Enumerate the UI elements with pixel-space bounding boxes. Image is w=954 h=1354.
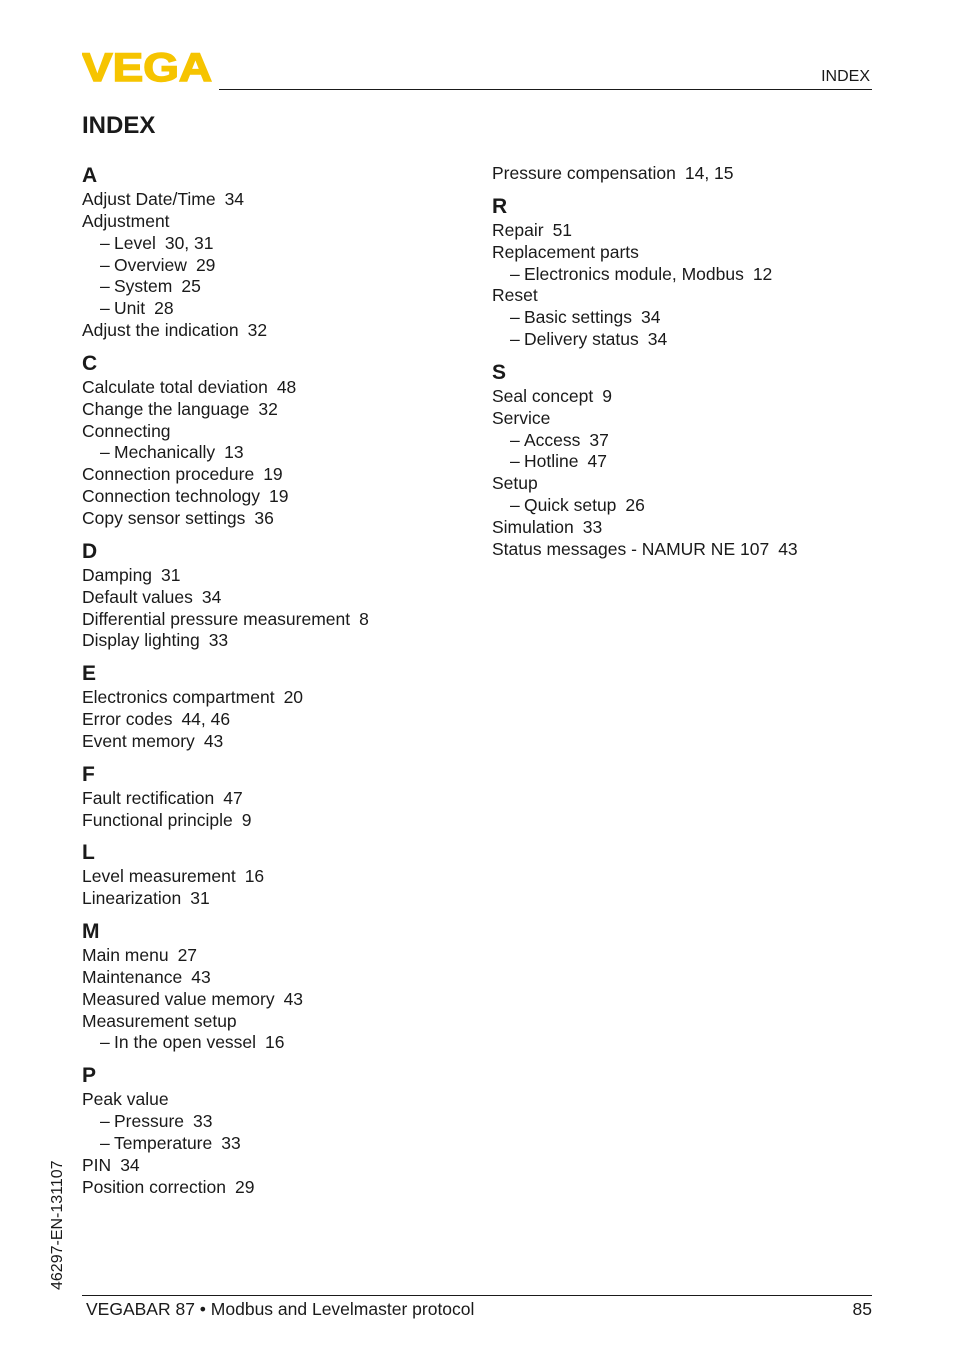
index-entry-text: Error codes	[82, 709, 173, 730]
index-subentry	[492, 307, 892, 329]
index-entry-text: Functional principle	[82, 809, 233, 830]
index-section	[492, 360, 892, 561]
index-entry-text: Fault rectification	[82, 787, 215, 808]
index-entry-pages: 20	[283, 687, 304, 708]
index-entry-pages: 43	[778, 538, 798, 559]
index-entry	[82, 464, 482, 486]
index-entry-pages: 43	[191, 966, 211, 987]
index-entry-pages: 44, 46	[181, 709, 231, 730]
index-entry-text: Pressure compensation	[492, 163, 676, 183]
index-entry	[492, 285, 892, 307]
index-entry-text: Peak value	[82, 1089, 169, 1110]
index-letter: C	[82, 351, 98, 375]
index-entry-pages: 32	[258, 398, 278, 419]
index-entry	[492, 220, 892, 242]
index-entry	[82, 888, 482, 910]
index-entry	[82, 421, 482, 443]
index-column-left	[82, 163, 482, 1199]
index-entry	[82, 630, 482, 652]
index-entry-pages: 43	[203, 730, 224, 751]
index-entry-pages: 8	[359, 608, 369, 629]
index-entry-text: Adjust Date/Time	[82, 189, 216, 209]
index-entry-pages: 19	[263, 464, 283, 485]
index-entry	[82, 1155, 482, 1177]
index-entry-text: Copy sensor settings	[82, 507, 246, 528]
index-subentry	[492, 495, 892, 517]
index-section	[82, 661, 482, 753]
index-entry-pages: 13	[224, 442, 244, 463]
index-column-right	[492, 163, 892, 561]
index-entry-text: Measurement setup	[82, 1010, 237, 1031]
index-entry-text: Temperature	[114, 1133, 213, 1153]
index-entry-text: Position correction	[82, 1176, 226, 1197]
index-entry-text: Delivery status	[524, 329, 639, 350]
index-subentry	[82, 276, 482, 298]
index-entry	[492, 242, 892, 264]
index-entry	[82, 399, 482, 421]
header-section-label: INDEX	[821, 68, 870, 85]
index-subentry	[82, 1133, 482, 1155]
index-subentry	[492, 329, 892, 351]
index-entry-text: Quick setup	[524, 495, 617, 516]
index-entry-pages: 16	[265, 1032, 285, 1053]
index-entry-text: Default values	[82, 586, 193, 607]
index-entry-text: Electronics module, Modbus	[524, 263, 744, 284]
index-entry-text: Basic settings	[524, 307, 632, 328]
index-entry	[82, 587, 482, 609]
index-subentry	[82, 442, 482, 464]
index-entry-pages: 43	[283, 988, 304, 1009]
vega-logo	[82, 50, 212, 84]
index-entry-pages: 33	[221, 1133, 241, 1153]
index-letter: P	[82, 1064, 97, 1088]
index-subentry	[492, 451, 892, 473]
index-section	[82, 919, 482, 1054]
index-entry-pages: 30, 31	[164, 232, 214, 253]
index-section	[82, 163, 482, 342]
index-entry	[82, 967, 482, 989]
index-entry-text: In the open vessel	[114, 1032, 257, 1053]
index-entry-pages: 34	[647, 329, 668, 350]
index-section	[82, 762, 482, 832]
footer-rule	[82, 1295, 872, 1296]
index-entry-text: Damping	[82, 564, 153, 585]
index-entry	[492, 473, 892, 495]
index-entry-pages: 27	[177, 945, 198, 966]
index-entry-pages: 14, 15	[684, 163, 734, 183]
index-entry-text: Connection procedure	[82, 464, 255, 485]
index-entry	[82, 945, 482, 967]
index-entry-pages: 37	[589, 429, 609, 450]
index-entry	[82, 486, 482, 508]
index-entry-pages: 9	[602, 385, 612, 406]
index-section	[82, 351, 482, 530]
index-entry-text: Measured value memory	[82, 988, 275, 1009]
index-entry-text: Maintenance	[82, 966, 183, 987]
index-entry-pages: 47	[587, 451, 607, 472]
index-section	[492, 194, 892, 351]
index-entry	[82, 866, 482, 888]
index-entry-pages: 31	[161, 564, 181, 585]
index-entry-text: System	[114, 276, 173, 297]
index-entry	[82, 377, 482, 399]
index-entry	[82, 565, 482, 587]
index-entry-pages: 34	[640, 307, 661, 328]
index-entry-text: Seal concept	[492, 385, 594, 406]
index-section	[82, 840, 482, 910]
index-entry	[492, 163, 892, 185]
index-entry-pages: 48	[276, 376, 297, 397]
index-entry-text: Simulation	[492, 516, 574, 537]
index-entry-text: Linearization	[82, 888, 182, 909]
index-entry	[82, 508, 482, 530]
index-entry-text: Connection technology	[82, 486, 261, 507]
index-entry-text: Adjustment	[82, 210, 170, 231]
index-letter: S	[492, 360, 507, 384]
index-entry-text: Calculate total deviation	[82, 376, 268, 397]
index-entry-pages: 33	[193, 1111, 213, 1132]
index-entry	[82, 211, 482, 233]
footer-doc-title: VEGABAR 87 • Modbus and Levelmaster protocol	[86, 1299, 475, 1319]
index-entry-text: Level	[114, 232, 156, 253]
index-letter: F	[82, 762, 95, 786]
index-letter: A	[82, 164, 98, 187]
index-entry-text: Display lighting	[82, 630, 200, 651]
index-section	[82, 539, 482, 652]
index-entry-pages: 19	[269, 486, 289, 507]
index-subentry	[492, 264, 892, 286]
index-entry	[82, 687, 482, 709]
index-entry	[492, 408, 892, 430]
index-entry-text: Hotline	[524, 451, 579, 472]
index-entry	[82, 1011, 482, 1033]
index-entry-text: Change the language	[82, 398, 250, 419]
index-entry-pages: 51	[552, 219, 573, 240]
index-entry-pages: 31	[190, 888, 210, 909]
index-letter: L	[82, 841, 95, 865]
index-entry	[82, 320, 482, 342]
index-subentry	[82, 298, 482, 320]
index-entry	[82, 1177, 482, 1199]
index-letter: M	[82, 920, 100, 944]
index-entry-text: Pressure	[114, 1111, 185, 1132]
index-section	[82, 1063, 482, 1198]
index-entry-pages: 9	[241, 809, 252, 830]
index-entry-text: Access	[524, 429, 581, 450]
index-entry-pages: 33	[208, 630, 229, 651]
index-entry-text: Reset	[492, 285, 538, 306]
index-letter: R	[492, 194, 508, 218]
index-entry-text: Overview	[114, 254, 187, 275]
index-entry-text: Service	[492, 407, 551, 428]
index-subentry	[82, 1032, 482, 1054]
index-entry-pages: 26	[625, 495, 645, 516]
index-entry-pages: 36	[254, 507, 274, 528]
index-letter: D	[82, 539, 98, 563]
index-entry	[82, 731, 482, 753]
index-letter: E	[82, 662, 97, 686]
index-entry-pages: 34	[120, 1154, 140, 1175]
index-entry-pages: 32	[247, 320, 268, 341]
index-entry-text: Replacement parts	[492, 241, 639, 262]
index-entry-pages: 34	[201, 586, 222, 607]
index-section	[492, 163, 892, 185]
index-entry	[82, 1089, 482, 1111]
index-entry-pages: 29	[195, 254, 216, 275]
index-entry-text: Repair	[492, 219, 544, 240]
document-code: 46297-EN-131107	[49, 1160, 66, 1290]
index-entry-pages: 29	[234, 1176, 255, 1197]
index-entry-text: Main menu	[82, 945, 169, 966]
index-entry-pages: 34	[224, 189, 245, 209]
index-entry-pages: 16	[244, 866, 265, 887]
page-title: INDEX	[82, 112, 156, 139]
index-entry-text: Connecting	[82, 420, 171, 441]
index-subentry	[82, 1111, 482, 1133]
index-entry	[82, 189, 482, 211]
index-entry-pages: 25	[181, 276, 201, 297]
index-entry-pages: 28	[154, 298, 174, 319]
footer-page-number: 85	[852, 1299, 872, 1319]
index-entry-text: Level measurement	[82, 866, 236, 887]
svg-text:VEGA: VEGA	[82, 50, 212, 84]
index-subentry	[82, 255, 482, 277]
index-entry-pages: 33	[582, 516, 603, 537]
index-subentry	[492, 430, 892, 452]
index-entry	[82, 810, 482, 832]
index-entry	[492, 386, 892, 408]
index-entry-text: Mechanically	[114, 442, 216, 463]
index-entry	[82, 609, 482, 631]
index-entry-text: Differential pressure measurement	[82, 608, 351, 629]
index-entry-text: Electronics compartment	[82, 687, 275, 708]
header-rule	[219, 89, 872, 90]
index-entry-text: Adjust the indication	[82, 320, 239, 341]
index-entry-text: Unit	[114, 298, 146, 319]
index-entry-text: PIN	[82, 1154, 112, 1175]
index-entry-text: Event memory	[82, 730, 195, 751]
index-entry	[82, 788, 482, 810]
index-entry	[82, 989, 482, 1011]
index-entry-pages: 47	[223, 787, 243, 808]
index-subentry	[82, 233, 482, 255]
index-entry	[492, 539, 892, 561]
index-entry-text: Setup	[492, 473, 538, 494]
index-entry	[492, 517, 892, 539]
index-entry	[82, 709, 482, 731]
index-entry-text: Status messages - NAMUR NE 107	[492, 538, 770, 559]
index-entry-pages: 12	[752, 263, 773, 284]
